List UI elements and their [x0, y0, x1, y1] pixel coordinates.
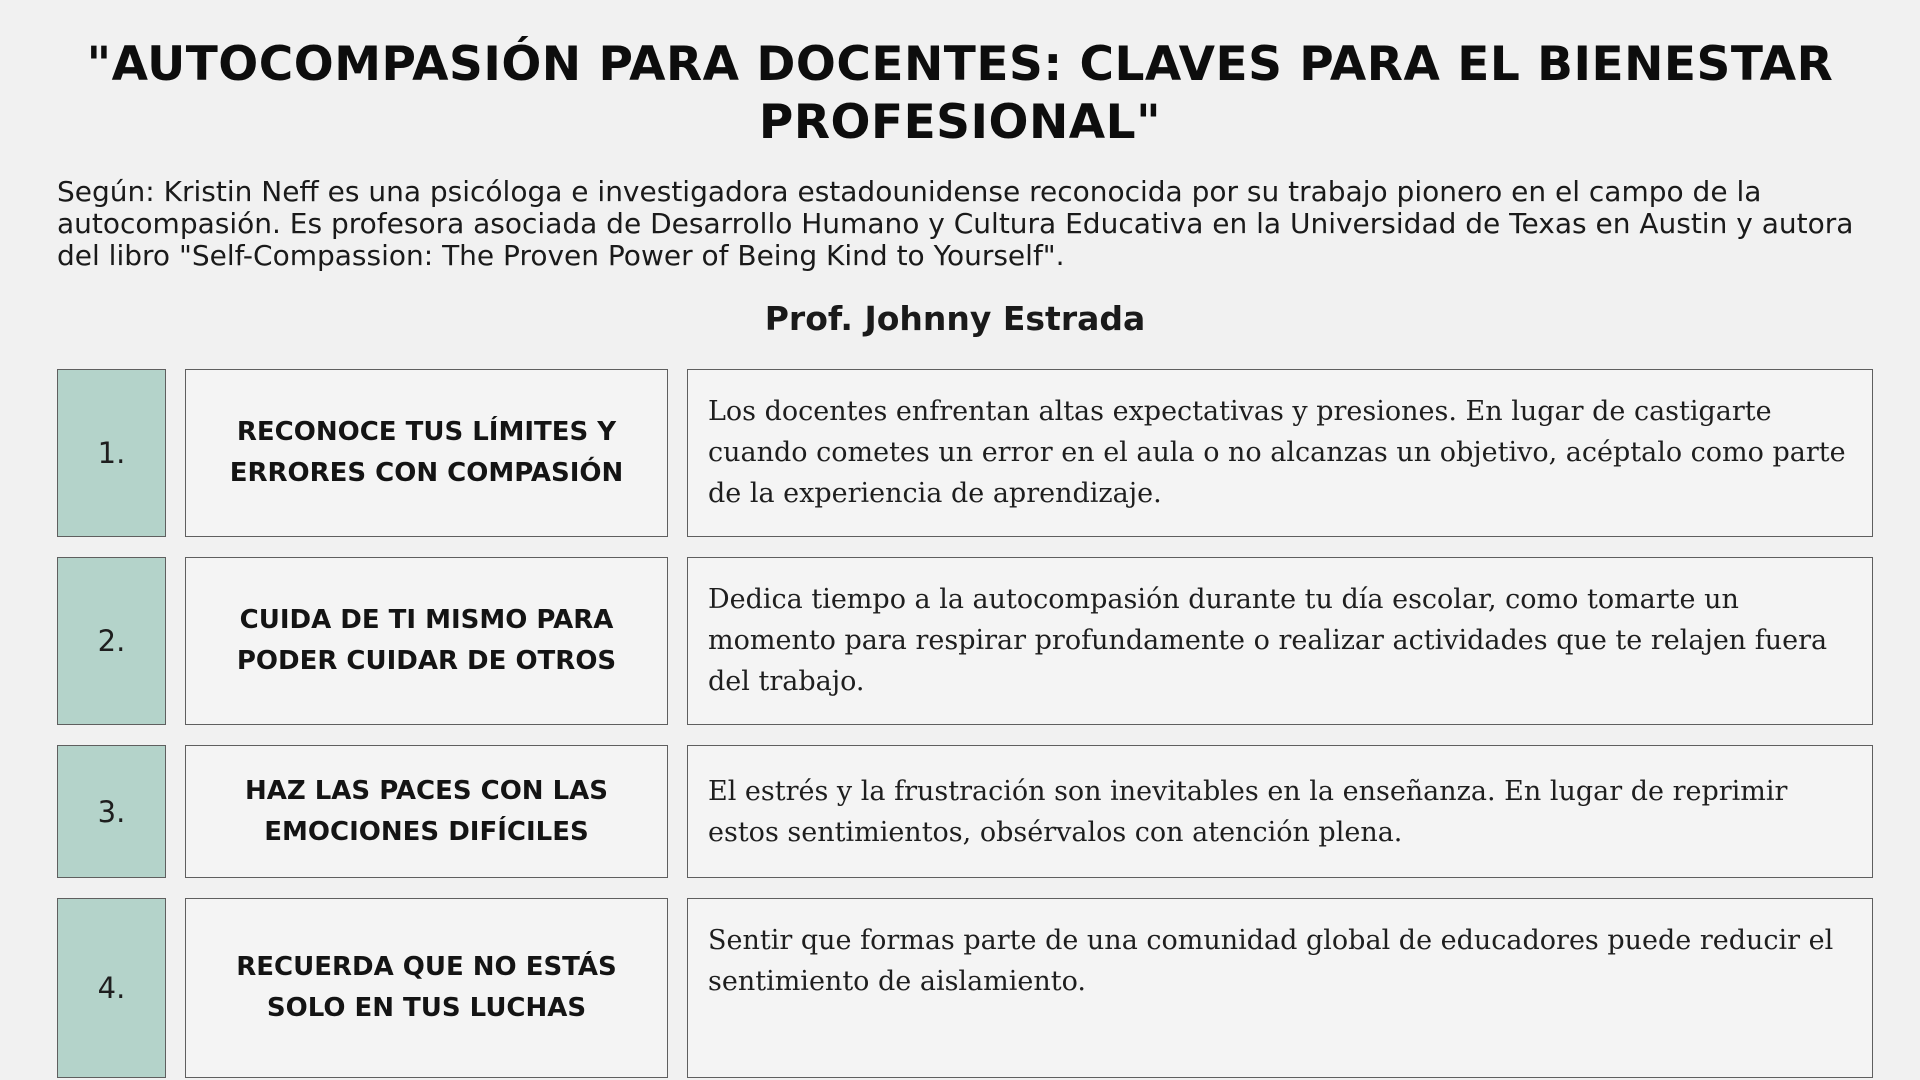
- item-heading: HAZ LAS PACES CON LAS EMOCIONES DIFÍCILES: [185, 745, 668, 878]
- item-number: 1.: [57, 369, 166, 537]
- item-number: 3.: [57, 745, 166, 878]
- author-name: Prof. Johnny Estrada: [764, 299, 1146, 338]
- intro-paragraph: Según: Kristin Neff es una psicóloga e investigadora estadounidense reconocida por su trabajo pionero en el campo de la autocompasión. Es profesora asociada de Desarrollo Humano y Cultura Educativa en la Universidad de Texas en Austin y autora del libro "Self-Compassion: The Proven Power of Being Kind to Yourself".: [57, 175, 1854, 272]
- item-heading: RECUERDA QUE NO ESTÁS SOLO EN TUS LUCHAS: [185, 898, 668, 1078]
- page-title: "AUTOCOMPASIÓN PARA DOCENTES: CLAVES PARA EL BIENESTAR PROFESIONAL": [86, 37, 1834, 150]
- item-number: 2.: [57, 557, 166, 725]
- item-description: El estrés y la frustración son inevitables en la enseñanza. En lugar de reprimir estos sentimientos, obsérvalos con atención plena.: [687, 745, 1873, 878]
- item-description: Los docentes enfrentan altas expectativas y presiones. En lugar de castigarte cuando cometes un error en el aula o no alcanzas un objetivo, acéptalo como parte de la experiencia de aprendizaje.: [687, 369, 1873, 537]
- item-number: 4.: [57, 898, 166, 1078]
- item-description: Sentir que formas parte de una comunidad global de educadores puede reducir el sentimiento de aislamiento.: [687, 898, 1873, 1078]
- item-heading: RECONOCE TUS LÍMITES Y ERRORES CON COMPASIÓN: [185, 369, 668, 537]
- item-description: Dedica tiempo a la autocompasión durante tu día escolar, como tomarte un momento para respirar profundamente o realizar actividades que te relajen fuera del trabajo.: [687, 557, 1873, 725]
- item-heading: CUIDA DE TI MISMO PARA PODER CUIDAR DE OTROS: [185, 557, 668, 725]
